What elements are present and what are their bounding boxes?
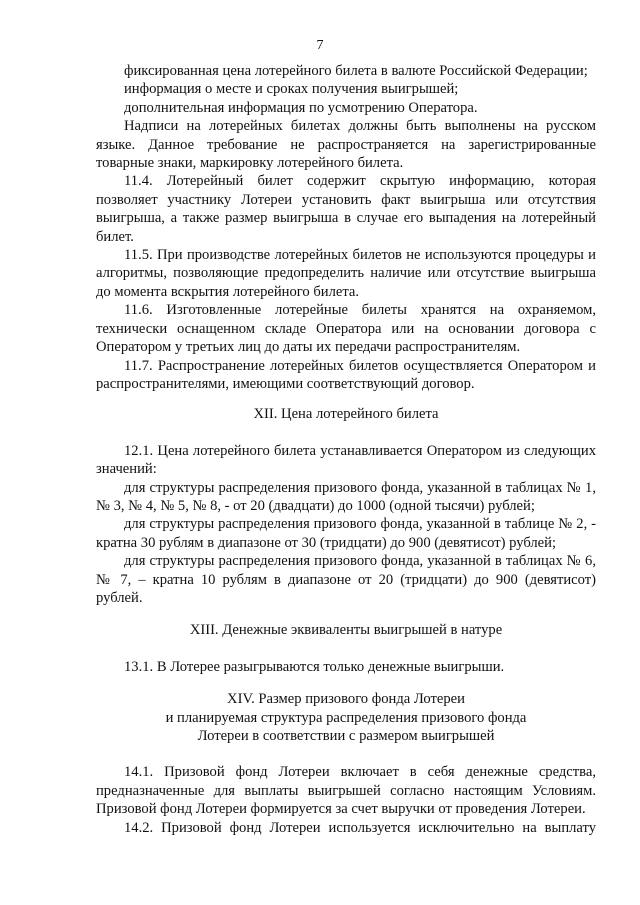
paragraph-11-4: 11.4. Лотерейный билет содержит скрытую информацию, которая позволяет участнику Лотереи установить факт выигрыша или отсутствия выигрыша, а также размер выигрыша в случае его выпадения на лотерейный билет. xyxy=(96,173,596,245)
paragraph-11-6: 11.6. Изготовленные лотерейные билеты хранятся на охраняемом, технически оснащенном складе Оператора или на основании договора с Оператором у третьих лиц до даты их передачи распространителям. xyxy=(96,302,596,356)
paragraph-language-requirement: Надписи на лотерейных билетах должны быть выполнены на русском языке. Данное требование не распространяется на зарегистрированные товарные знаки, маркировку лотерейного билета. xyxy=(96,118,596,172)
paragraph-ticket-price-field: фиксированная цена лотерейного билета в валюте Российской Федерации; xyxy=(124,63,588,79)
paragraph-14-1: 14.1. Призовой фонд Лотереи включает в себя денежные средства, предназначенные для выплаты выигрышей согласно настоящим Условиям. Призовой фонд Лотереи формируется за счет выручки от проведения Лотереи. xyxy=(96,764,596,818)
section-heading-xii: XII. Цена лотерейного билета xyxy=(253,406,439,423)
section-heading-xiv-line-1: XIV. Размер призового фонда Лотереи xyxy=(227,691,465,708)
document-body xyxy=(96,62,596,837)
paragraph-13-1: 13.1. В Лотерее разыгрываются только денежные выигрыши. xyxy=(124,658,505,675)
paragraph-12-1: 12.1. Цена лотерейного билета устанавливается Оператором из следующих значений: xyxy=(96,442,596,478)
paragraph-14-2: 14.2. Призовой фонд Лотереи используется исключительно на выплату xyxy=(124,819,596,836)
paragraph-additional-info-field: дополнительная информация по усмотрению Оператора. xyxy=(124,99,478,116)
paragraph-price-tables-1-3-4-5-8: для структуры распределения призового фонда, указанной в таблицах № 1, № 3, № 4, № 5, № 8, - от 20 (двадцати) до 1000 (одной тысячи) рублей; xyxy=(96,479,596,514)
paragraph-price-table-2: для структуры распределения призового фонда, указанной в таблице № 2, - кратна 30 рублям в диапазоне от 30 (тридцати) до 900 (девятисот) рублей; xyxy=(96,516,596,551)
paragraph-11-5: 11.5. При производстве лотерейных билетов не используются процедуры и алгоритмы, позволяющие предопределить наличие или отсутствие выигрыша до момента вскрытия лотерейного билета. xyxy=(96,247,596,300)
paragraph-11-7: 11.7. Распространение лотерейных билетов осуществляется Оператором и распространителями, имеющими соответствующий договор. xyxy=(96,357,596,392)
page-number: 7 xyxy=(316,38,324,53)
section-heading-xiv-line-3: Лотереи в соответствии с размером выигрышей xyxy=(197,728,495,744)
paragraph-price-tables-6-7: для структуры распределения призового фонда, указанной в таблицах № 6, № 7, – кратна 10 рублям в диапазоне от 20 (тридцати) до 900 (девятисот) рублей. xyxy=(96,553,596,606)
section-heading-xiv-line-2: и планируемая структура распределения призового фонда xyxy=(165,709,527,726)
paragraph-prize-info-field: информация о месте и сроках получения выигрышей; xyxy=(124,81,459,98)
section-heading-xiii: XIII. Денежные эквиваленты выигрышей в натуре xyxy=(189,622,503,639)
